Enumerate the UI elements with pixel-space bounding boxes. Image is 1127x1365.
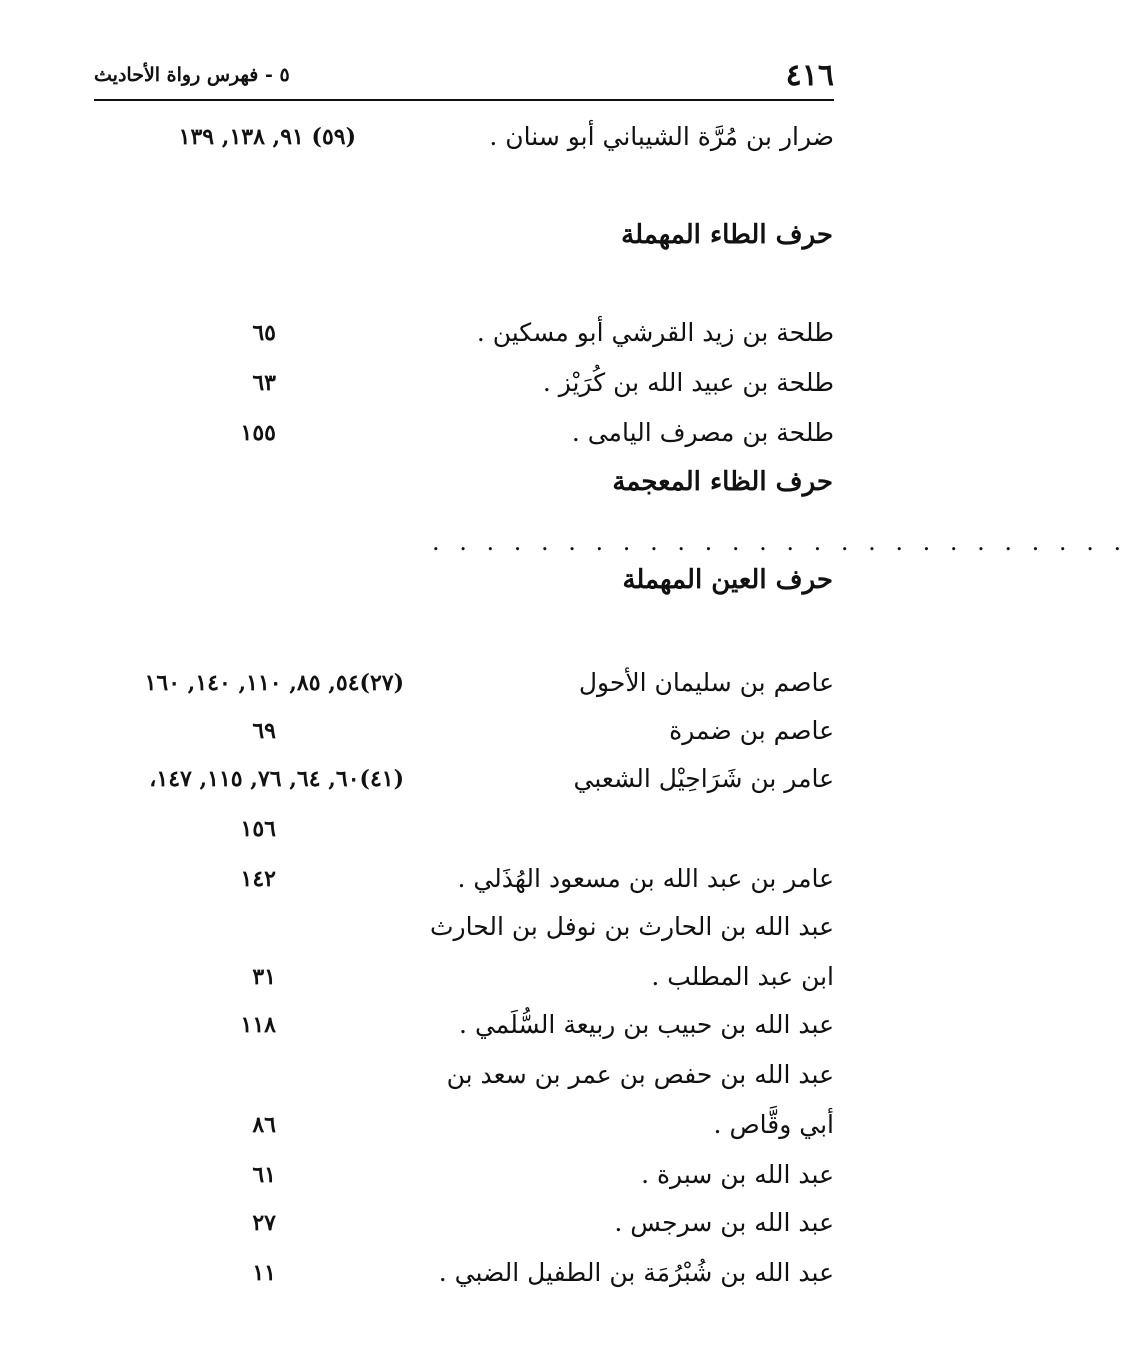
narrator-name: طلحة بن عبيد الله بن كُرَيْز . (542, 368, 834, 397)
page-header (94, 58, 834, 100)
narrator-name: عبد الله بن سرجس . (614, 1208, 834, 1237)
narrator-name: عاصم بن ضمرة (669, 716, 834, 745)
index-entry (94, 1208, 834, 1254)
index-entry (94, 864, 834, 910)
index-entry (94, 1160, 834, 1206)
narrator-name: عبد الله بن الحارث بن نوفل بن الحارث (429, 912, 834, 941)
hadith-refs: ٢٧ (252, 1210, 276, 1236)
narrator-name: طلحة بن زيد القرشي أبو مسكين . (476, 318, 834, 347)
hadith-refs: ٨٦ (252, 1112, 276, 1138)
hadith-refs: ١١ (252, 1260, 276, 1286)
index-entry (94, 1060, 834, 1106)
narrator-name: ابن عبد المطلب . (651, 962, 834, 991)
narrator-name: أبي وقَّاص . (713, 1110, 834, 1139)
hadith-refs: ٦٣ (252, 370, 276, 396)
hadith-refs: ٦٩ (252, 718, 276, 744)
index-entry (94, 1010, 834, 1056)
index-entry (94, 318, 834, 364)
hadith-refs: ١٤٢ (240, 866, 276, 892)
index-entry (94, 668, 834, 714)
hadith-refs: ١٥٥ (240, 420, 276, 446)
hadith-refs: ١١٨ (240, 1012, 276, 1038)
section-heading: حرف الطاء المهملة (621, 220, 833, 250)
narrator-name: عبد الله بن شُبْرُمَة بن الطفيل الضبي . (438, 1258, 834, 1287)
running-section-title: ٥ - فهرس رواة الأحاديث (94, 64, 290, 86)
hadith-refs: ٦١ (252, 1162, 276, 1188)
section-heading: حرف الظاء المعجمة (612, 467, 833, 497)
header-rule (94, 99, 834, 101)
narrator-name: ضرار بن مُرَّة الشيباني أبو سنان . (489, 122, 834, 151)
hadith-refs: ١٥٦ (240, 816, 276, 842)
hadith-refs: (٥٩) ٩١, ١٣٨, ١٣٩ (178, 124, 356, 150)
hadith-refs: (٤١)٦٠, ٦٤, ٧٦, ١١٥, ١٤٧، (149, 766, 404, 792)
hadith-refs: (٢٧)٥٤, ٨٥, ١١٠, ١٤٠, ١٦٠ (144, 670, 404, 696)
index-entry (94, 962, 834, 1008)
index-entry (94, 368, 834, 414)
index-entry (94, 1110, 834, 1156)
index-entry (94, 912, 834, 958)
narrator-name: طلحة بن مصرف اليامى . (571, 418, 834, 447)
narrator-name: عبد الله بن حفص بن عمر بن سعد بن (446, 1060, 834, 1089)
index-entry (94, 1258, 834, 1304)
index-entry (94, 122, 834, 168)
index-entry (94, 418, 834, 464)
index-entry (94, 764, 834, 810)
index-entry (94, 716, 834, 762)
narrator-name: عاصم بن سليمان الأحول (578, 668, 834, 697)
narrator-name: عبد الله بن حبيب بن ربيعة السُّلَمي . (459, 1010, 834, 1039)
hadith-refs: ٣١ (252, 964, 276, 990)
narrator-name: عبد الله بن سبرة . (641, 1160, 834, 1189)
narrator-name: عامر بن عبد الله بن مسعود الهُذَلي . (457, 864, 834, 893)
section-heading: حرف العين المهملة (622, 565, 833, 595)
narrator-name: عامر بن شَرَاحِيْل الشعبي (573, 764, 834, 793)
hadith-refs: ٦٥ (252, 320, 276, 346)
omission-dots: . . . . . . . . . . . . . . . . . . . . . . . . . . (432, 528, 1127, 556)
page-number: ٤١٦ (785, 58, 834, 93)
index-entry-continuation (94, 814, 834, 860)
